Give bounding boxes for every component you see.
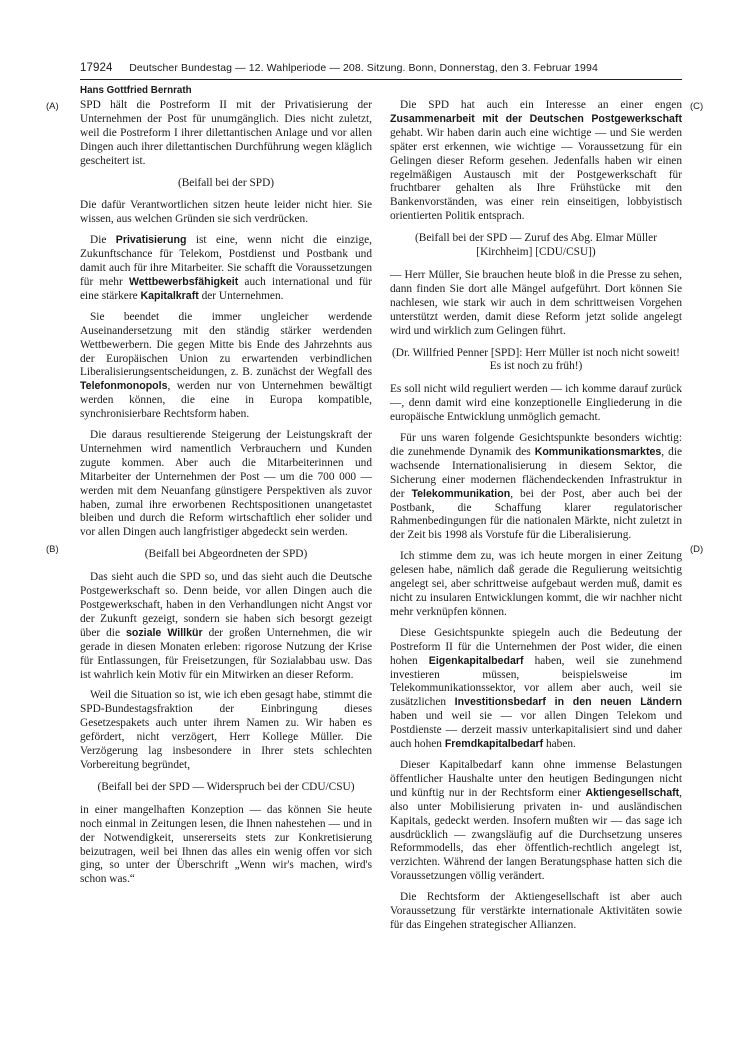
- paragraph: — Herr Müller, Sie brauchen heute bloß in die Presse zu sehen, dann finden Sie dort alle Mängel aufgeführt. Dort können Sie nachlesen, wie stark wir auch in dem schrittweisen Vorgehen unterstützt werden, damit diese Reform jetzt solide angelegt wird und wirklich zum Gelingen führt.: [390, 268, 682, 337]
- paragraph: Das sieht auch die SPD so, und das sieht auch die Deutsche Postgewerkschaft so. Denn beide, vor allen Dingen auch die Postgewerkschaft, haben in den Verhandlungen nicht Angst vor der Zukunft gezeigt, sondern sie haben sich besorgt gezeigt über die soziale Willkür der großen Unternehmen, die wir gerade in diesen Monaten erleben: rigorose Nutzung der Krise für Entlassungen, für Freisetzungen, für Sozialabbau usw. Das ist wahrlich kein Motiv für ein Mitwirken an dieser Reform.: [80, 571, 373, 681]
- margin-marker-a: (A): [46, 101, 59, 112]
- emphasis: Wettbewerbsfähigkeit: [128, 275, 239, 288]
- emphasis: Investitionsbedarf in den neuen Ländern: [454, 696, 682, 709]
- emphasis: Aktiengesellschaft: [585, 786, 680, 799]
- interjection: (Beifall bei der SPD — Zuruf des Abg. Elmar Müller [Kirchheim] [CDU/CSU]): [415, 232, 657, 259]
- margin-marker-b: (B): [46, 544, 59, 555]
- margin-marker-d: (D): [690, 544, 704, 555]
- interjection: (Beifall bei der SPD): [177, 176, 275, 189]
- paragraph: Die Privatisierung ist eine, wenn nicht die einzige, Zukunftschance für Telekom, Postdienst und Postbank und damit auch für ihre Mitarbeiter. Sie schafft die Voraussetzungen für mehr Wettbewerbsfähigkeit auch international und für eine stärkere Kapitalkraft der Unternehmen.: [80, 234, 372, 302]
- paragraph: Dieser Kapitalbedarf kann ohne immense Belastungen öffentlicher Haushalte unter den heutigen Bedingungen nicht und künftig nur in der Rechtsform einer Aktiengesellschaft, also unter Mobilisierung privaten in- und ausländischen Kapitals, gedeckt werden. Insofern mußten wir — das sage ich ausdrücklich — zwangsläufig auf die Durchsetzung unseres Reformmodells, das eher öffentlich-rechtlich angelegt ist, verzichten. Während der langen Beratungsphase hatten sich die Voraussetzungen völlig verändert.: [390, 758, 682, 883]
- emphasis: Eigenkapitalbedarf: [428, 654, 524, 667]
- paragraph: Die Rechtsform der Aktiengesellschaft ist aber auch Voraussetzung für verstärkte internationale Aktivitäten sowie für das Eingehen strategischer Allianzen.: [390, 891, 682, 931]
- header-rule: [80, 79, 682, 80]
- paragraph: SPD hält die Postreform II mit der Privatisierung der Unternehmen der Post für unumgänglich. Dies nicht zuletzt, weil die Postreform I ihrer dilettantischen Anlage und vor allen Dingen auch ihrer dilettantischen Durchführung wegen kläglich gescheitert ist.: [80, 99, 372, 167]
- speaker-name: Hans Gottfried Bernrath: [80, 85, 192, 96]
- emphasis: Privatisierung: [115, 234, 187, 247]
- emphasis: Kommunikationsmarktes: [534, 445, 662, 458]
- page-number: 17924: [80, 62, 113, 74]
- right-column: [390, 99, 682, 940]
- emphasis: soziale Willkür: [125, 626, 203, 639]
- paragraph: Es soll nicht wild reguliert werden — ich komme darauf zurück —, denn damit wird eine konzeptionelle Eingliederung in die europäische Entwicklung unmöglich gemacht.: [390, 383, 682, 424]
- interjection: (Dr. Willfried Penner [SPD]: Herr Müller ist noch nicht soweit! Es ist noch zu früh!): [392, 346, 680, 373]
- paragraph: Sie beendet die immer ungleicher werdende Auseinandersetzung mit den ständig stärker werdenden Wettbewerbern. Die gegen Mitte bis Ende des Jahrzehnts aus der Europäischen Union zu erwartenden verbindlichen Liberalisierungsentscheidungen, z. B. zunächst der Wegfall des Telefonmonopols, werden nur von Unternehmen bewältigt werden können, die eine in Europa kompatible, synchronisierbare Rechtsform haben.: [80, 310, 372, 421]
- emphasis: Zusammenarbeit mit der Deutschen Postgewerkschaft: [390, 112, 682, 125]
- running-title: Deutscher Bundestag — 12. Wahlperiode — 208. Sitzung. Bonn, Donnerstag, den 3. Februar 1994: [129, 62, 598, 74]
- margin-marker-c: (C): [690, 101, 704, 112]
- paragraph: Für uns waren folgende Gesichtspunkte besonders wichtig: die zunehmende Dynamik des Kommunikationsmarktes, die wachsende Internationalisierung in diesem Sektor, die Sicherung einer modernen flächendeckenden Infrastruktur in der Telekommunikation, bei der Post, aber auch bei der Postbank, die Schaffung klarer regulatorischer Rahmenbedingungen für die nationalen Märkte, nicht zuletzt in der Zeit bis 1998 als Vorstufe für die Liberalisierung.: [390, 432, 682, 542]
- paragraph: Weil die Situation so ist, wie ich eben gesagt habe, stimmt die SPD-Bundestagsfraktion der Einbringung dieses Gesetzespakets auch unter ihrem Namen zu. Wir haben es gefördert, nicht verzögert, Herr Kollege Müller. Die Verzögerung lag insbesondere in Ihrer stets schlechten Vorbereitung begründet,: [80, 689, 372, 771]
- paragraph: Die daraus resultierende Steigerung der Leistungskraft der Unternehmen wird namentlich Verbrauchern und Kunden zugute kommen. Aber auch die Mitarbeiterinnen und Mitarbeiter der Unternehmen der Post — um die 700 000 — werden mit dem Neuanfang günstigere Perspektiven als zuvor haben, zumal ihre erworbenen Rechtspositionen unangetastet bleiben und durch die Reform wirtschaftlich eher solider und vor allen Dingen auch langfristiger abgedeckt sein werden.: [80, 429, 372, 539]
- paragraph: Die SPD hat auch ein Interesse an einer engen Zusammenarbeit mit der Deutschen Postgewerkschaft gehabt. Wir haben darin auch eine wichtige — und Sie werden später erst erkennen, wie wichtige — Voraussetzung für ein Gelingen dieser Reform gesehen. Jedenfalls haben wir einen regelmäßigen Austausch mit der Postgewerkschaft für fruchtbarer gehalten als Ihre Frühstücke mit den Bankenvorständen, was einer rein einseitigen, lobbyistisch orientierten Politik entsprach.: [390, 99, 682, 223]
- paragraph: Ich stimme dem zu, was ich heute morgen in einer Zeitung gelesen habe, nämlich daß gerade die Regulierung weitsichtig angelegt sei, aber schrittweise aufgebaut werden muß, damit es nicht zu insularen Entwicklungen kommt, die wir nachher nicht mehr verknüpfen können.: [390, 550, 682, 618]
- left-column: [80, 99, 372, 894]
- emphasis: Kapitalkraft: [140, 289, 199, 302]
- interjection: (Beifall bei der SPD — Widerspruch bei der CDU/CSU): [97, 780, 355, 793]
- emphasis: Fremdkapitalbedarf: [444, 738, 544, 751]
- emphasis: Telekommunikation: [411, 487, 511, 500]
- paragraph: Die dafür Verantwortlichen sitzen heute leider nicht hier. Sie wissen, aus welchen Gründen sie sich verdrücken.: [80, 199, 372, 226]
- paragraph: in einer mangelhaften Konzeption — das können Sie heute noch einmal in Zeitungen lesen, die Ihnen nahestehen — und in der Notwendigkeit, unsererseits stets zur Konkretisierung beizutragen, weil bei Ihnen das alles ein wenig offen vor sich ging, so unter der Überschrift „Wenn wir's machen, wird's schon was.“: [80, 803, 372, 886]
- paragraph: Diese Gesichtspunkte spiegeln auch die Bedeutung der Postreform II für die Unternehmen der Post wider, die einen hohen Eigenkapitalbedarf haben, weil sie zunehmend investieren müssen, beispielsweise im Telekommunikationssektor, vor allem aber auch, weil sie zusätzlichen Investitionsbedarf in den neuen Ländern haben und weil sie — vor allen Dingen Telekom und Postdienste — derzeit massiv unterkapitalisiert sind und daher auch hohen Fremdkapitalbedarf haben.: [390, 626, 683, 751]
- interjection: (Beifall bei Abgeordneten der SPD): [144, 548, 308, 561]
- emphasis: Telefonmonopols: [80, 380, 168, 393]
- running-header: [80, 62, 680, 74]
